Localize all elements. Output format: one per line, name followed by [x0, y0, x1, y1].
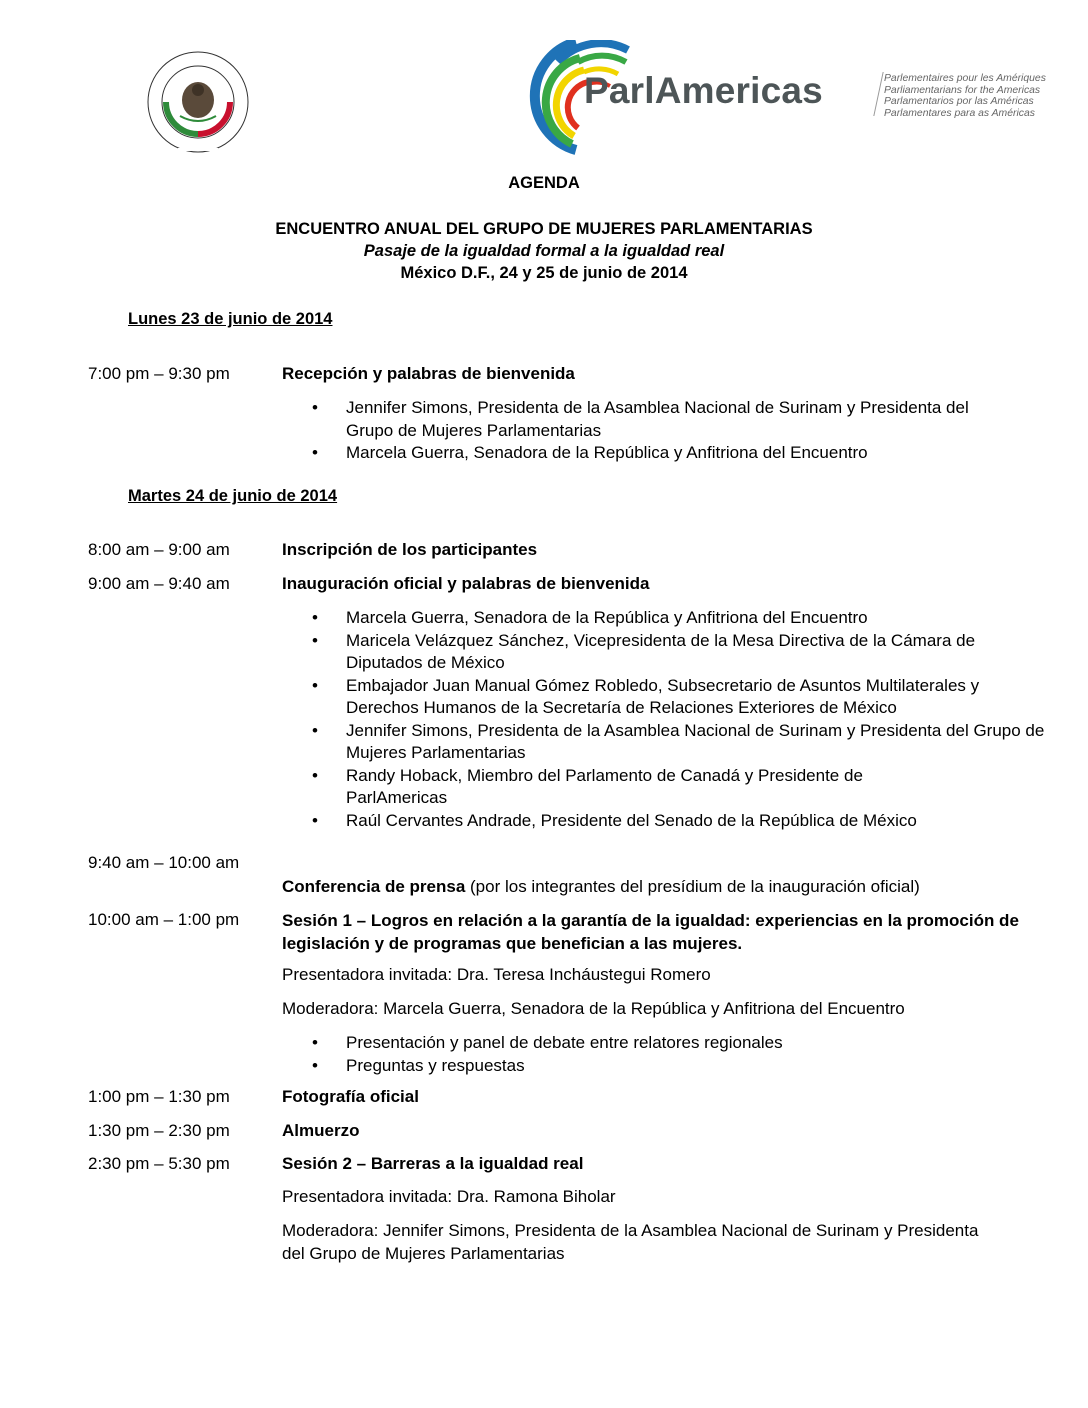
parlamericas-taglines	[884, 73, 1074, 119]
moderator-line: Moderadora: Marcela Guerra, Senadora de la República y Anfitriona del Encuentro	[282, 999, 905, 1018]
agenda-item-note: (por los integrantes del presídium de la inauguración oficial)	[465, 877, 920, 896]
agenda-item-title: Inauguración oficial y palabras de bienvenida	[282, 574, 650, 593]
list-item: • Embajador Juan Manual Gómez Robledo, Subsecretario de Asuntos Multilaterales y Derechos Humanos de la Secretaría de Relaciones Exteriores de México	[312, 675, 1047, 720]
agenda-item-title: Conferencia de prensa	[282, 877, 466, 896]
event-title: ENCUENTRO ANUAL DEL GRUPO DE MUJERES PARLAMENTARIAS	[275, 220, 813, 238]
list-item: • Jennifer Simons, Presidenta de la Asamblea Nacional de Surinam y Presidenta del Grupo de Mujeres Parlamentarias	[312, 397, 972, 442]
time-slot: 1:30 pm – 2:30 pm	[88, 1121, 230, 1140]
time-slot: 2:30 pm – 5:30 pm	[88, 1154, 230, 1173]
day-heading-monday: Lunes 23 de junio de 2014	[128, 310, 333, 328]
time-slot: 9:00 am – 9:40 am	[88, 574, 230, 593]
list-item: • Marcela Guerra, Senadora de la República y Anfitriona del Encuentro	[312, 607, 1047, 630]
agenda-item-title: Almuerzo	[282, 1121, 360, 1140]
list-item: • Preguntas y respuestas	[312, 1055, 972, 1078]
time-slot: 8:00 am – 9:00 am	[88, 540, 230, 559]
tagline-fr: Parlementaires pour les Amériques	[884, 73, 1046, 84]
bullet-list	[312, 397, 972, 465]
list-item: • Randy Hoback, Miembro del Parlamento de Canadá y Presidente de ParlAmericas	[312, 765, 1047, 810]
agenda-item-title: Inscripción de los participantes	[282, 540, 538, 559]
parlamericas-wordmark: ParlAmericas	[584, 70, 823, 111]
tagline-pt: Parlamentares para as Américas	[884, 107, 1035, 119]
list-item: • Maricela Velázquez Sánchez, Vicepresidenta de la Mesa Directiva de la Cámara de Diputados de México	[312, 630, 1047, 675]
tagline-es: Parlamentarios por las Américas	[884, 96, 1034, 107]
event-header	[0, 218, 1088, 284]
bullet-list	[312, 1032, 972, 1077]
agenda-title: AGENDA	[508, 174, 580, 192]
presenter-line: Presentadora invitada: Dra. Ramona Biholar	[282, 1187, 616, 1206]
time-slot: 9:40 am – 10:00 am	[88, 853, 240, 872]
list-item: • Jennifer Simons, Presidenta de la Asamblea Nacional de Surinam y Presidenta del Grupo de Mujeres Parlamentarias	[312, 720, 1047, 765]
event-subtitle: Pasaje de la igualdad formal a la igualdad real	[363, 242, 725, 260]
presenter-line: Presentadora invitada: Dra. Teresa Incháustegui Romero	[282, 965, 711, 984]
list-item: • Presentación y panel de debate entre relatores regionales	[312, 1032, 972, 1055]
agenda-item-press	[282, 877, 1062, 897]
list-item: • Raúl Cervantes Andrade, Presidente del Senado de la República de México	[312, 810, 1047, 833]
list-item: • Marcela Guerra, Senadora de la República y Anfitriona del Encuentro	[312, 442, 972, 465]
senado-seal-logo	[136, 50, 260, 160]
time-slot: 10:00 am – 1:00 pm	[88, 910, 240, 929]
agenda-item-title: Fotografía oficial	[282, 1087, 419, 1106]
bullet-list	[312, 607, 1047, 832]
tagline-en: Parliamentarians for the Americas	[884, 84, 1041, 96]
time-slot: 7:00 pm – 9:30 pm	[88, 364, 230, 383]
moderator-line: Moderadora: Jennifer Simons, Presidenta de la Asamblea Nacional de Surinam y Presidenta del Grupo de Mujeres Parlamentarias	[282, 1221, 979, 1263]
day-heading-tuesday: Martes 24 de junio de 2014	[128, 487, 338, 505]
agenda-item-title: Sesión 1 – Logros en relación a la garantía de la igualdad: experiencias en la promoción de legislación y de programas que benefician a las mujeres.	[282, 911, 1019, 953]
event-place-date: México D.F., 24 y 25 de junio de 2014	[400, 264, 688, 282]
agenda-item-title: Recepción y palabras de bienvenida	[282, 364, 575, 383]
agenda-item-title: Sesión 2 – Barreras a la igualdad real	[282, 1154, 584, 1173]
time-slot: 1:00 pm – 1:30 pm	[88, 1087, 230, 1106]
